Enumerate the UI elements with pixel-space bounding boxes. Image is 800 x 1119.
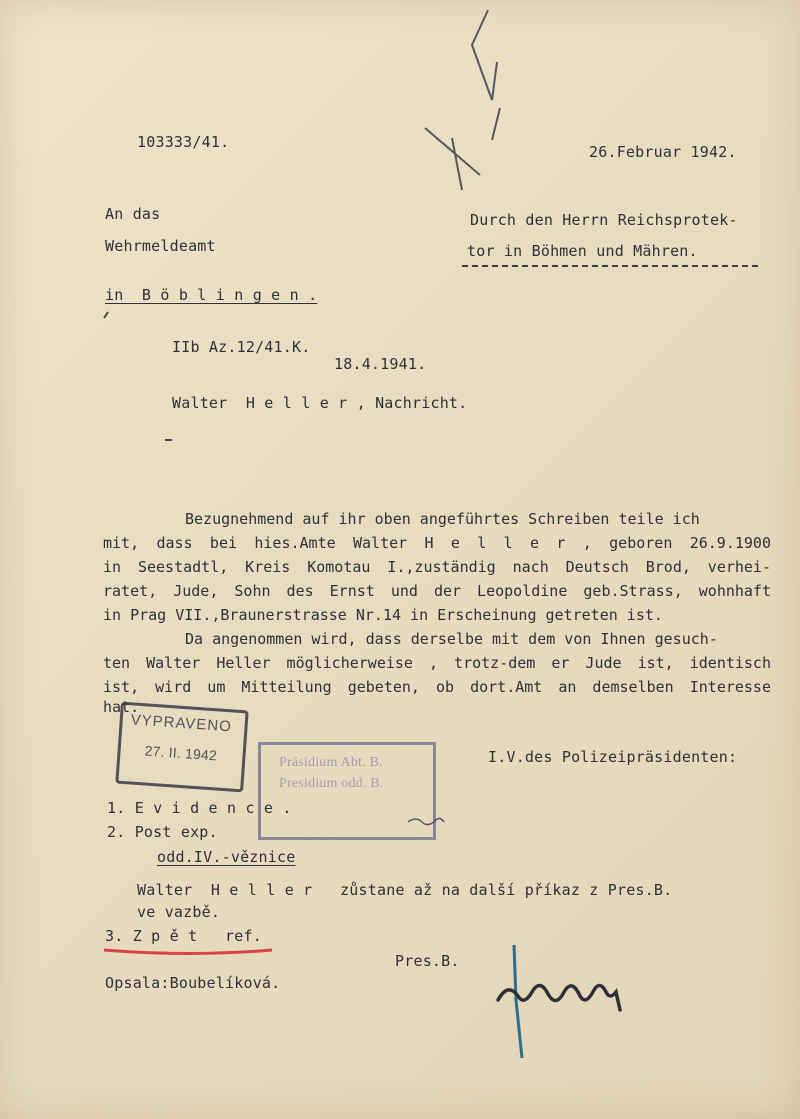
note-line-2: ve vazbě. — [137, 903, 221, 921]
subject-line: Walter H e l l e r , Nachricht. — [172, 394, 468, 412]
department-stamp-line-1: Präsidium Abt. B. — [279, 755, 383, 770]
body-line: ist, wird um Mitteilung gebeten, ob dort.Amt an demselben Interesse — [103, 678, 771, 696]
body-line: ratet, Jude, Sohn des Ernst und der Leopoldine geb.Strass, wohnhaft — [103, 582, 771, 600]
reference-number: IIb Az.12/41.K. — [172, 338, 311, 356]
dispatch-stamp-title: VYPRAVENO — [130, 711, 233, 736]
recipient-line-2: Wehrmeldeamt — [105, 237, 216, 255]
item-evidence: 1. E v i d e n c e . — [107, 799, 292, 817]
pres-label: Pres.B. — [395, 952, 460, 970]
department-stamp-line-2: Presidium odd. B. — [279, 776, 384, 791]
dispatch-stamp-date: 27. II. 1942 — [144, 742, 218, 764]
body-line: ten Walter Heller möglicherweise , trotz-dem er Jude ist, identisch — [103, 654, 771, 672]
body-line: Bezugnehmend auf ihr oben angeführtes Schreiben teile ich — [185, 510, 700, 528]
note-line-1: Walter H e l l e r zůstane až na další příkaz z Pres.B. — [137, 881, 673, 899]
body-line: in Seestadtl, Kreis Komotau I.,zuständig nach Deutsch Brod, verhei- — [103, 558, 771, 576]
typist-line: Opsala:Boubelíková. — [105, 974, 281, 992]
routing-line-1: Durch den Herrn Reichsprotek- — [470, 211, 738, 229]
recipient-place: in B ö b l i n g e n . — [105, 286, 318, 304]
signature-block: I.V.des Polizeipräsidenten: — [488, 748, 738, 766]
department-prison: odd.IV.-věznice — [157, 848, 296, 866]
recipient-line-1: An das — [105, 205, 161, 223]
item-post: 2. Post exp. — [107, 823, 218, 841]
body-line: Da angenommen wird, dass derselbe mit dem von Ihnen gesuch- — [185, 630, 718, 648]
reference-date: 18.4.1941. — [334, 355, 427, 373]
blue-ink-stroke — [514, 945, 522, 1058]
file-number: 103333/41. — [137, 133, 230, 151]
body-line: mit, dass bei hies.Amte Walter H e l l e r , geboren 26.9.1900 — [103, 534, 771, 552]
body-line: in Prag VII.,Braunerstrasse Nr.14 in Erscheinung getreten ist. — [103, 606, 663, 624]
routing-line-2: tor in Böhmen und Mähren. — [467, 242, 698, 260]
initials-scribble — [408, 818, 444, 824]
body-line: hat. — [103, 698, 140, 716]
item-return: 3. Z p ě t ref. — [105, 927, 262, 945]
red-pencil-underline — [104, 950, 272, 954]
document-date: 26.Februar 1942. — [589, 143, 737, 161]
